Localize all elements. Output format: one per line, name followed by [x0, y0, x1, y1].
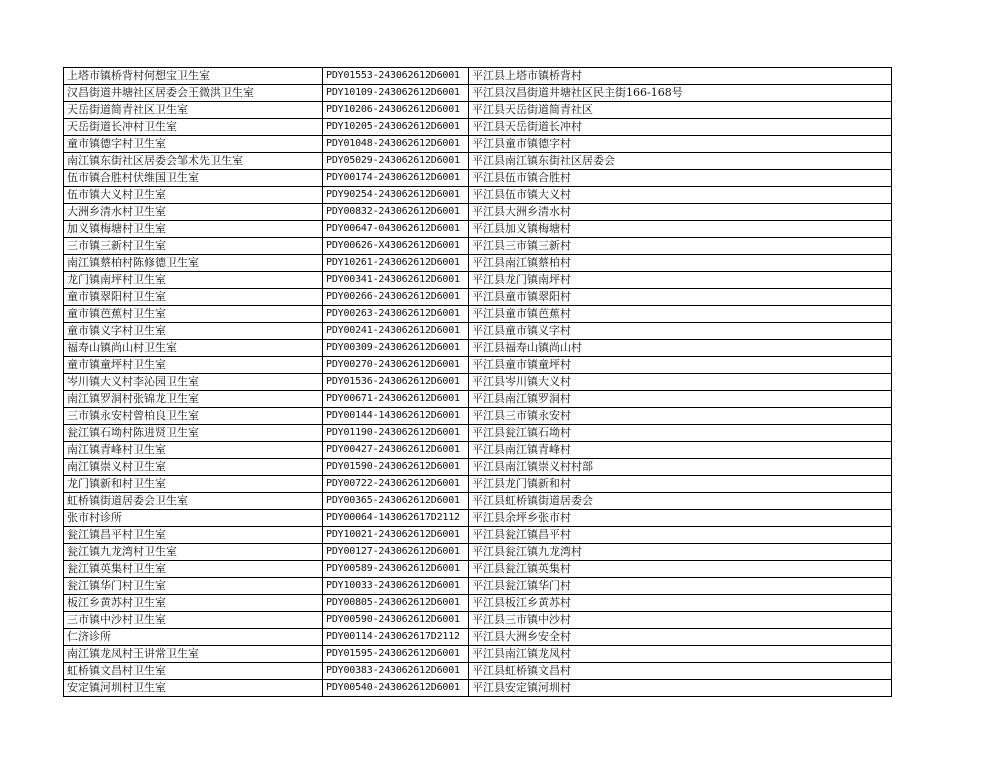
license-code-cell: PDY00722-243062612D6001: [323, 476, 469, 493]
address-cell: 平江县虹桥镇街道居委会: [469, 493, 892, 510]
license-code-cell: PDY00647-043062612D6001: [323, 221, 469, 238]
clinic-name-cell: 南江镇青峰村卫生室: [64, 442, 323, 459]
table-row: [64, 102, 892, 119]
license-code-cell: PDY00626-X43062612D6001: [323, 238, 469, 255]
clinic-name-cell: 伍市镇大义村卫生室: [64, 187, 323, 204]
table-row: [64, 391, 892, 408]
license-code-cell: PDY00270-243062612D6001: [323, 357, 469, 374]
license-code-cell: PDY00427-243062612D6001: [323, 442, 469, 459]
table-row: [64, 374, 892, 391]
license-code-cell: PDY10109-243062612D6001: [323, 85, 469, 102]
license-code-cell: PDY00590-243062612D6001: [323, 612, 469, 629]
license-code-cell: PDY10033-243062612D6001: [323, 578, 469, 595]
clinic-name-cell: 伍市镇合胜村伏维国卫生室: [64, 170, 323, 187]
address-cell: 平江县瓮江镇昌平村: [469, 527, 892, 544]
clinic-registry-sheet: [63, 67, 892, 697]
address-cell: 平江县大洲乡清水村: [469, 204, 892, 221]
clinic-name-cell: 天岳街道长冲村卫生室: [64, 119, 323, 136]
address-cell: 平江县童市镇德字村: [469, 136, 892, 153]
address-cell: 平江县童市镇童坪村: [469, 357, 892, 374]
table-row: [64, 595, 892, 612]
clinic-name-cell: 张市村诊所: [64, 510, 323, 527]
address-cell: 平江县南江镇崇义村村部: [469, 459, 892, 476]
clinic-name-cell: 南江镇东街社区居委会邹术先卫生室: [64, 153, 323, 170]
address-cell: 平江县南江镇东街社区居委会: [469, 153, 892, 170]
table-row: [64, 527, 892, 544]
license-code-cell: PDY00266-243062612D6001: [323, 289, 469, 306]
license-code-cell: PDY10206-243062612D6001: [323, 102, 469, 119]
clinic-name-cell: 童市镇童坪村卫生室: [64, 357, 323, 374]
table-row: [64, 408, 892, 425]
clinic-name-cell: 瓮江镇华门村卫生室: [64, 578, 323, 595]
table-row: [64, 323, 892, 340]
table-row: [64, 646, 892, 663]
table-row: [64, 119, 892, 136]
table-row: [64, 136, 892, 153]
license-code-cell: PDY00241-243062612D6001: [323, 323, 469, 340]
address-cell: 平江县龙门镇南坪村: [469, 272, 892, 289]
license-code-cell: PDY10021-243062612D6001: [323, 527, 469, 544]
license-code-cell: PDY00263-243062612D6001: [323, 306, 469, 323]
table-row: [64, 561, 892, 578]
clinic-name-cell: 三市镇中沙村卫生室: [64, 612, 323, 629]
table-row: [64, 510, 892, 527]
table-row: [64, 663, 892, 680]
table-row: [64, 204, 892, 221]
address-cell: 平江县南江镇龙凤村: [469, 646, 892, 663]
clinic-name-cell: 虹桥镇街道居委会卫生室: [64, 493, 323, 510]
address-cell: 平江县瓮江镇九龙湾村: [469, 544, 892, 561]
clinic-name-cell: 岑川镇大义村李沁园卫生室: [64, 374, 323, 391]
address-cell: 平江县伍市镇大义村: [469, 187, 892, 204]
license-code-cell: PDY01536-243062612D6001: [323, 374, 469, 391]
clinic-name-cell: 龙门镇南坪村卫生室: [64, 272, 323, 289]
address-cell: 平江县伍市镇合胜村: [469, 170, 892, 187]
license-code-cell: PDY00174-243062612D6001: [323, 170, 469, 187]
table-row: [64, 493, 892, 510]
table-row: [64, 357, 892, 374]
clinic-name-cell: 大洲乡清水村卫生室: [64, 204, 323, 221]
license-code-cell: PDY10205-243062612D6001: [323, 119, 469, 136]
address-cell: 平江县三市镇中沙村: [469, 612, 892, 629]
license-code-cell: PDY00589-243062612D6001: [323, 561, 469, 578]
table-row: [64, 221, 892, 238]
table-row: [64, 629, 892, 646]
clinic-name-cell: 三市镇三新村卫生室: [64, 238, 323, 255]
address-cell: 平江县天岳街道长冲村: [469, 119, 892, 136]
license-code-cell: PDY00127-243062612D6001: [323, 544, 469, 561]
table-row: [64, 476, 892, 493]
address-cell: 平江县童市镇义字村: [469, 323, 892, 340]
license-code-cell: PDY01190-243062612D6001: [323, 425, 469, 442]
address-cell: 平江县板江乡黄苏村: [469, 595, 892, 612]
table-row: [64, 255, 892, 272]
table-row: [64, 340, 892, 357]
clinic-name-cell: 三市镇永安村曾柏良卫生室: [64, 408, 323, 425]
table-body: [64, 68, 892, 697]
license-code-cell: PDY01048-243062612D6001: [323, 136, 469, 153]
clinic-name-cell: 天岳街道简青社区卫生室: [64, 102, 323, 119]
license-code-cell: PDY01553-243062612D6001: [323, 68, 469, 85]
clinic-registry-table: [63, 67, 892, 697]
license-code-cell: PDY01590-243062612D6001: [323, 459, 469, 476]
clinic-name-cell: 南江镇罗洞村张锦龙卫生室: [64, 391, 323, 408]
license-code-cell: PDY00671-243062612D6001: [323, 391, 469, 408]
table-row: [64, 68, 892, 85]
table-row: [64, 85, 892, 102]
license-code-cell: PDY01595-243062612D6001: [323, 646, 469, 663]
license-code-cell: PDY00540-243062612D6001: [323, 680, 469, 697]
address-cell: 平江县南江镇青峰村: [469, 442, 892, 459]
address-cell: 平江县瓮江镇华门村: [469, 578, 892, 595]
clinic-name-cell: 加义镇梅塘村卫生室: [64, 221, 323, 238]
license-code-cell: PDY05029-243062612D6001: [323, 153, 469, 170]
address-cell: 平江县南江镇蔡柏村: [469, 255, 892, 272]
table-row: [64, 544, 892, 561]
clinic-name-cell: 童市镇翠阳村卫生室: [64, 289, 323, 306]
clinic-name-cell: 童市镇芭蕉村卫生室: [64, 306, 323, 323]
clinic-name-cell: 南江镇崇义村卫生室: [64, 459, 323, 476]
table-row: [64, 578, 892, 595]
clinic-name-cell: 福寿山镇尚山村卫生室: [64, 340, 323, 357]
clinic-name-cell: 汉昌街道井塘社区居委会王微洪卫生室: [64, 85, 323, 102]
address-cell: 平江县瓮江镇石坳村: [469, 425, 892, 442]
address-cell: 平江县童市镇芭蕉村: [469, 306, 892, 323]
clinic-name-cell: 瓮江镇昌平村卫生室: [64, 527, 323, 544]
clinic-name-cell: 瓮江镇石坳村陈进贤卫生室: [64, 425, 323, 442]
table-row: [64, 187, 892, 204]
clinic-name-cell: 龙门镇新和村卫生室: [64, 476, 323, 493]
license-code-cell: PDY00365-243062612D6001: [323, 493, 469, 510]
table-row: [64, 425, 892, 442]
license-code-cell: PDY10261-243062612D6001: [323, 255, 469, 272]
table-row: [64, 306, 892, 323]
address-cell: 平江县加义镇梅塘村: [469, 221, 892, 238]
clinic-name-cell: 童市镇义字村卫生室: [64, 323, 323, 340]
address-cell: 平江县虹桥镇文昌村: [469, 663, 892, 680]
license-code-cell: PDY00309-243062612D6001: [323, 340, 469, 357]
address-cell: 平江县上塔市镇桥背村: [469, 68, 892, 85]
table-row: [64, 459, 892, 476]
clinic-name-cell: 童市镇德字村卫生室: [64, 136, 323, 153]
clinic-name-cell: 虹桥镇文昌村卫生室: [64, 663, 323, 680]
table-row: [64, 289, 892, 306]
license-code-cell: PDY00341-243062612D6001: [323, 272, 469, 289]
address-cell: 平江县安定镇河圳村: [469, 680, 892, 697]
address-cell: 平江县大洲乡安全村: [469, 629, 892, 646]
table-row: [64, 153, 892, 170]
address-cell: 平江县天岳街道简青社区: [469, 102, 892, 119]
license-code-cell: PDY00114-243062617D2112: [323, 629, 469, 646]
clinic-name-cell: 安定镇河圳村卫生室: [64, 680, 323, 697]
table-row: [64, 170, 892, 187]
table-row: [64, 612, 892, 629]
table-row: [64, 238, 892, 255]
license-code-cell: PDY00064-143062617D2112: [323, 510, 469, 527]
address-cell: 平江县福寿山镇尚山村: [469, 340, 892, 357]
license-code-cell: PDY00805-243062612D6001: [323, 595, 469, 612]
license-code-cell: PDY90254-243062612D6001: [323, 187, 469, 204]
table-row: [64, 680, 892, 697]
clinic-name-cell: 上塔市镇桥背村何想宝卫生室: [64, 68, 323, 85]
address-cell: 平江县瓮江镇英集村: [469, 561, 892, 578]
clinic-name-cell: 瓮江镇九龙湾村卫生室: [64, 544, 323, 561]
table-row: [64, 272, 892, 289]
clinic-name-cell: 南江镇蔡柏村陈修德卫生室: [64, 255, 323, 272]
clinic-name-cell: 板江乡黄苏村卫生室: [64, 595, 323, 612]
address-cell: 平江县岑川镇大义村: [469, 374, 892, 391]
address-cell: 平江县三市镇三新村: [469, 238, 892, 255]
license-code-cell: PDY00383-243062612D6001: [323, 663, 469, 680]
clinic-name-cell: 南江镇龙凤村王讲常卫生室: [64, 646, 323, 663]
table-row: [64, 442, 892, 459]
address-cell: 平江县余坪乡张市村: [469, 510, 892, 527]
license-code-cell: PDY00832-243062612D6001: [323, 204, 469, 221]
address-cell: 平江县汉昌街道井塘社区民主街166-168号: [469, 85, 892, 102]
license-code-cell: PDY00144-143062612D6001: [323, 408, 469, 425]
address-cell: 平江县南江镇罗洞村: [469, 391, 892, 408]
address-cell: 平江县童市镇翠阳村: [469, 289, 892, 306]
address-cell: 平江县三市镇永安村: [469, 408, 892, 425]
clinic-name-cell: 瓮江镇英集村卫生室: [64, 561, 323, 578]
clinic-name-cell: 仁济诊所: [64, 629, 323, 646]
address-cell: 平江县龙门镇新和村: [469, 476, 892, 493]
